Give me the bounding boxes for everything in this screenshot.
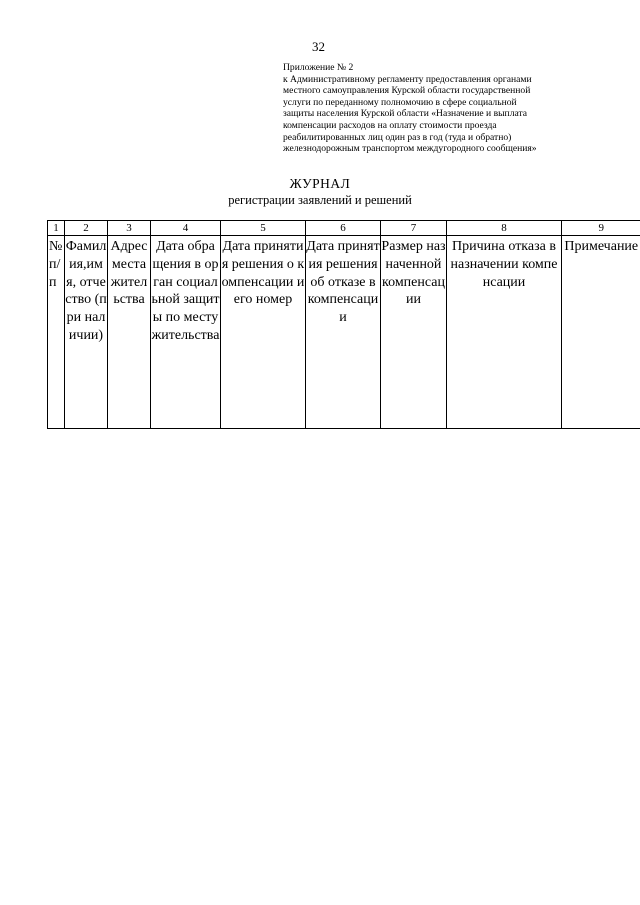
- appendix-line: местного самоуправления Курской области государственной: [283, 85, 531, 97]
- journal-subtitle: регистрации заявлений и решений: [228, 193, 412, 207]
- column-number: 5: [221, 221, 306, 236]
- appendix-line: к Административному регламенту предоставления органами: [283, 73, 532, 85]
- header-compensation-amount: Размер назначенной компенсации: [381, 236, 447, 429]
- column-number: 1: [48, 221, 65, 236]
- header-full-name: Фамилия,имя, отчество (при наличии): [65, 236, 108, 429]
- column-number: 2: [65, 221, 108, 236]
- appendix-block: [283, 62, 583, 155]
- header-note: Примечание: [562, 236, 640, 429]
- column-number: 3: [108, 221, 151, 236]
- page-number: 32: [312, 39, 325, 54]
- column-header-row: [48, 236, 640, 429]
- appendix-line: защиты населения Курской области «Назначение и выплата: [283, 108, 528, 120]
- header-decision-date: Дата принятия решения о компенсации и его номер: [221, 236, 306, 429]
- column-number: 6: [306, 221, 381, 236]
- journal-table: [47, 220, 640, 429]
- column-number-row: [48, 221, 640, 236]
- journal-title: ЖУРНАЛ: [289, 176, 351, 191]
- column-number: 4: [151, 221, 221, 236]
- header-refusal-date: Дата принятия решения об отказе в компенсации: [306, 236, 381, 429]
- header-address: Адрес места жительства: [108, 236, 151, 429]
- column-number: 8: [447, 221, 562, 236]
- appendix-line: железнодорожным транспортом междугородного сообщения»: [283, 143, 537, 155]
- header-number: № п/п: [48, 236, 65, 429]
- appendix-line: Приложение № 2: [283, 62, 354, 73]
- column-number: 9: [562, 221, 640, 236]
- appendix-line: услуги по переданному полномочию в сфере социальной: [283, 96, 517, 108]
- column-number: 7: [381, 221, 447, 236]
- appendix-line: реабилитированных лиц один раз в год (туда и обратно): [283, 131, 512, 143]
- header-refusal-reason: Причина отказа в назначении компенсации: [447, 236, 562, 429]
- header-application-date: Дата обращения в орган социальной защиты по месту жительства: [151, 236, 221, 429]
- appendix-line: компенсации расходов на оплату стоимости проезда: [283, 119, 497, 131]
